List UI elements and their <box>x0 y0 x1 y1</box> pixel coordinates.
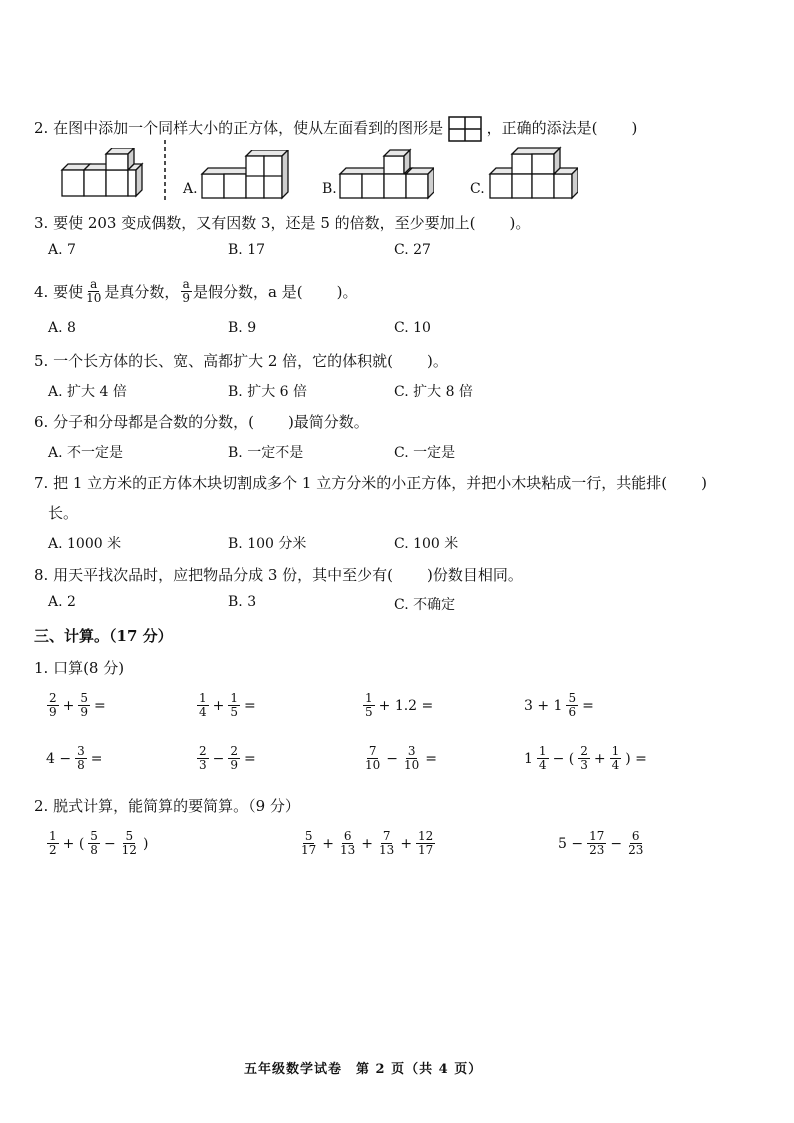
q5-option-b[interactable]: B. 扩大 6 倍 <box>228 384 307 400</box>
q8-option-c[interactable]: C. 不确定 <box>394 597 456 613</box>
q7-text: 7. 把 1 立方米的正方体木块切割成多个 1 立方分米的小正方体，并把小木块粘成一行，共能排( <box>34 474 668 492</box>
calc1-title: 1. 口算(8 分) <box>34 659 125 677</box>
q4-paren-close: )。 <box>336 283 358 301</box>
calc1-expr-7: $\frac{7}{10}$ − $\frac{3}{10}$ = <box>365 744 438 772</box>
left-view-figure <box>448 116 482 142</box>
q2-option-a-figure[interactable] <box>200 150 292 202</box>
calc1-expr-2: $\frac{1}{4}$ + $\frac{1}{5}$ = <box>199 691 256 719</box>
q3-option-a[interactable]: A. 7 <box>48 242 76 258</box>
q4-option-a[interactable]: A. 8 <box>48 320 76 336</box>
dashed-divider <box>163 140 167 202</box>
q2-option-b-label[interactable]: B. <box>322 181 337 197</box>
question-5 <box>34 350 448 371</box>
q2-option-a-label[interactable]: A. <box>183 181 198 197</box>
q7-text-line2: 长。 <box>48 504 79 522</box>
q6-option-a[interactable]: A. 不一定是 <box>48 445 124 461</box>
q6-option-c[interactable]: C. 一定是 <box>394 445 456 461</box>
q6-text: 6. 分子和分母都是合数的分数，( <box>34 413 254 431</box>
q2-text-pre: 2. 在图中添加一个同样大小的正方体，使从左面看到的图形是 <box>34 119 444 137</box>
q5-paren-close: )。 <box>427 352 448 370</box>
q3-paren-close: )。 <box>509 214 531 232</box>
calc2-expr-1: $\frac{1}{2}$ + ( $\frac{5}{8}$ − $\frac{5}{12}$ ) <box>49 829 149 857</box>
q8-text: 8. 用天平找次品时，应把物品分成 3 份，其中至少有( <box>34 566 394 584</box>
page-footer: 五年级数学试卷 第 2 页（共 4 页） <box>244 1062 483 1077</box>
q8-text-post: )份数目相同。 <box>427 566 523 584</box>
calc1-expr-8: 1 $\frac{1}{4}$ − ( $\frac{2}{3}$ + $\frac{1}{4}$ ) = <box>524 744 647 772</box>
q8-option-a[interactable]: A. 2 <box>48 594 76 610</box>
question-2 <box>34 116 637 142</box>
q6-option-b[interactable]: B. 一定不是 <box>228 445 304 461</box>
q2-paren-close: ) <box>631 119 638 137</box>
q5-text: 5. 一个长方体的长、宽、高都扩大 2 倍，它的体积就( <box>34 352 394 370</box>
q4-text-mid: 是真分数， <box>104 283 180 301</box>
q7-option-b[interactable]: B. 100 分米 <box>228 536 307 552</box>
question-3 <box>34 212 530 233</box>
q7-option-c[interactable]: C. 100 米 <box>394 536 459 552</box>
q5-option-c[interactable]: C. 扩大 8 倍 <box>394 384 473 400</box>
calc2-expr-3: 5 − $\frac{17}{23}$ − $\frac{6}{23}$ <box>558 829 644 857</box>
calc1-expr-5: 4 − $\frac{3}{8}$ = <box>46 744 103 772</box>
q4-text-post: 是假分数，a 是( <box>193 283 303 301</box>
q7-option-a[interactable]: A. 1000 米 <box>48 536 122 552</box>
q5-option-a[interactable]: A. 扩大 4 倍 <box>48 384 127 400</box>
q6-text-post: )最简分数。 <box>287 413 369 431</box>
q2-original-figure <box>58 148 148 200</box>
calc2-expr-2: $\frac{5}{17}$ + $\frac{6}{13}$ + $\frac{7}{13}$ + $\frac{12}{17}$ <box>301 829 434 857</box>
question-4 <box>34 278 357 305</box>
q2-option-c-label[interactable]: C. <box>470 181 485 197</box>
section-3-title: 三、计算。（17 分） <box>34 627 173 645</box>
q2-option-b-figure[interactable] <box>338 148 434 202</box>
q3-option-b[interactable]: B. 17 <box>228 242 266 258</box>
question-7 <box>34 472 707 493</box>
q4-option-c[interactable]: C. 10 <box>394 320 431 336</box>
calc1-expr-6: $\frac{2}{3}$ − $\frac{2}{9}$ = <box>199 744 256 772</box>
q2-option-c-figure[interactable] <box>488 146 578 202</box>
q3-text: 3. 要使 203 变成偶数，又有因数 3，还是 5 的倍数，至少要加上( <box>34 214 476 232</box>
calc1-expr-1: $\frac{2}{9}$ + $\frac{5}{9}$ = <box>49 691 106 719</box>
q4-text-pre: 4. 要使 <box>34 283 84 301</box>
q8-option-b[interactable]: B. 3 <box>228 594 257 610</box>
q2-text-post: ，正确的添法是( <box>486 119 598 137</box>
q4-option-b[interactable]: B. 9 <box>228 320 257 336</box>
q7-paren-close: ) <box>701 474 707 492</box>
question-8 <box>34 564 523 585</box>
q3-option-c[interactable]: C. 27 <box>394 242 431 258</box>
calc1-expr-4: 3 + 1 $\frac{5}{6}$ = <box>524 691 594 719</box>
calc1-expr-3: $\frac{1}{5}$ + 1.2 = <box>365 691 434 719</box>
q4-fraction-2: $\frac{a}{9}$ <box>182 277 191 305</box>
question-6 <box>34 411 369 432</box>
calc2-title: 2. 脱式计算，能简算的要简算。（9 分） <box>34 797 300 815</box>
q4-fraction-1: $\frac{a}{10}$ <box>86 277 102 305</box>
